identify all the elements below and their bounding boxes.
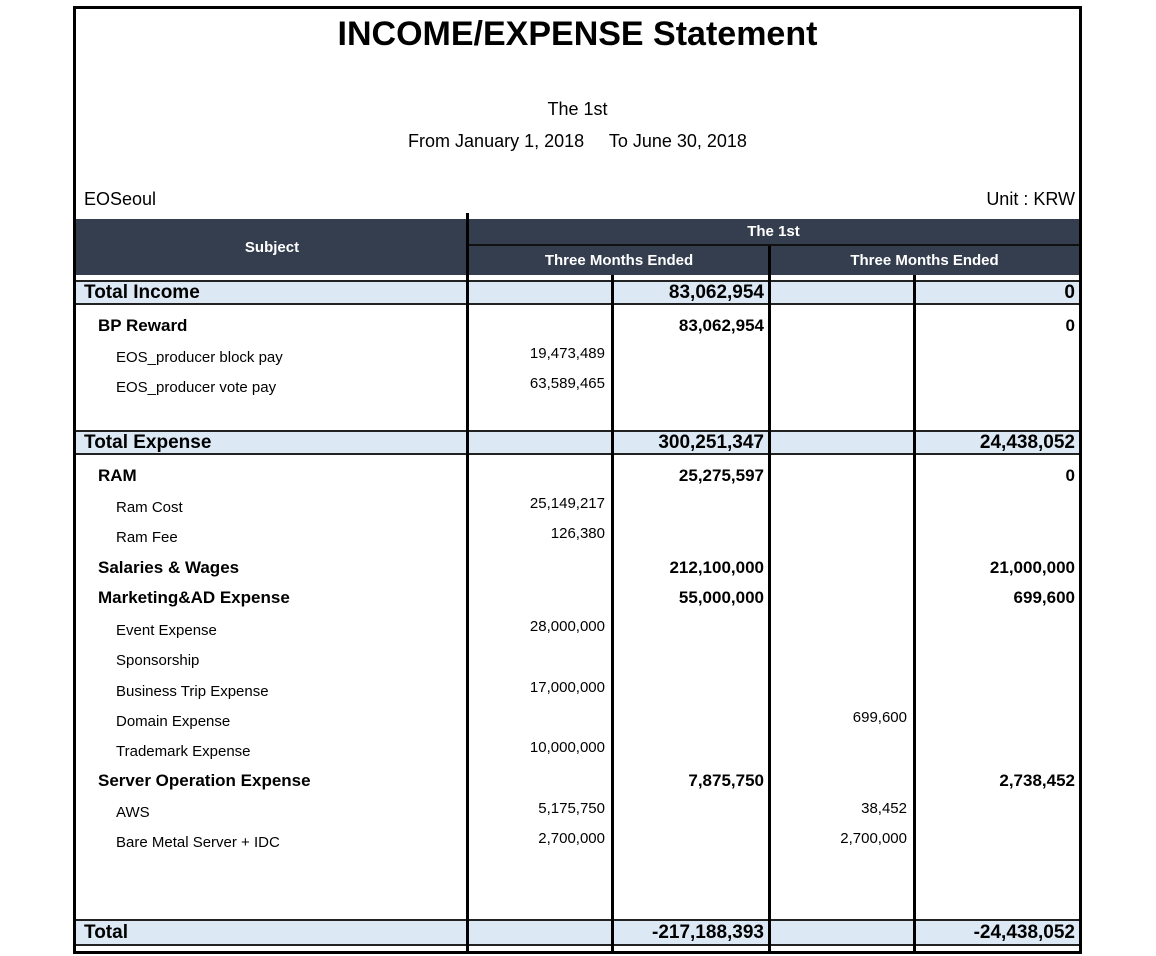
cell-period-a-detail [468, 461, 613, 491]
line-item-row [76, 706, 1079, 736]
row-label: Trademark Expense [116, 743, 251, 760]
cell-period-a-total [613, 522, 770, 552]
cell-period-b-detail [770, 372, 915, 402]
row-label: Server Operation Expense [98, 771, 311, 790]
cell-period-a-total: -217,188,393 [652, 921, 764, 943]
cell-period-b-total [915, 797, 1079, 827]
cell-period-b-detail: 38,452 [861, 800, 907, 817]
row-label: Business Trip Expense [116, 683, 269, 700]
row-label: Total Expense [84, 431, 212, 453]
category-row [76, 553, 1079, 583]
cell-period-a-total [613, 645, 770, 675]
cell-period-a-detail [468, 583, 613, 613]
cell-period-b-total: 699,600 [1013, 588, 1075, 607]
cell-period-b-detail [770, 492, 915, 522]
cell-period-a-total [613, 706, 770, 736]
row-label: Bare Metal Server + IDC [116, 834, 280, 851]
cell-period-a-detail [468, 282, 613, 303]
cell-period-a-total [613, 676, 770, 706]
row-label: Event Expense [116, 622, 217, 639]
document-title: INCOME/EXPENSE Statement [337, 15, 818, 53]
category-row [76, 311, 1079, 341]
cell-period-b-total [915, 615, 1079, 645]
cell-period-b-detail: 2,700,000 [840, 830, 907, 847]
cell-period-a-detail: 25,149,217 [529, 495, 605, 512]
cell-period-a-detail [468, 921, 613, 944]
cell-period-b-detail [770, 583, 915, 613]
cell-period-a-detail: 10,000,000 [529, 739, 605, 756]
cell-period-b-total [915, 827, 1079, 857]
cell-period-a-detail: 2,700,000 [538, 830, 605, 847]
row-label: Salaries & Wages [98, 558, 240, 577]
cell-period-a-total [613, 615, 770, 645]
cell-period-b-total: 2,738,452 [999, 771, 1075, 790]
cell-period-b-detail [770, 461, 915, 491]
cell-period-a-detail [468, 706, 613, 736]
cell-period-a-detail: 63,589,465 [529, 375, 605, 392]
header-period-b [770, 246, 1079, 275]
row-label: Ram Fee [116, 529, 178, 546]
cell-period-a-total: 7,875,750 [688, 771, 764, 790]
header-group-label: The 1st [747, 223, 800, 240]
header-group [468, 219, 1079, 246]
period-label: The 1st [547, 99, 608, 119]
cell-period-b-total [915, 645, 1079, 675]
line-item-row [76, 522, 1079, 552]
cell-period-a-detail [468, 766, 613, 796]
cell-period-b-total: -24,438,052 [973, 921, 1075, 943]
row-label: EOS_producer block pay [116, 349, 283, 366]
cell-period-a-detail [468, 311, 613, 341]
line-item-row [76, 827, 1079, 857]
cell-period-a-detail: 5,175,750 [538, 800, 605, 817]
category-row [76, 583, 1079, 613]
cell-period-a-total [613, 492, 770, 522]
cell-period-a-detail [468, 432, 613, 453]
cell-period-b-total [915, 372, 1079, 402]
cell-period-b-total [915, 492, 1079, 522]
cell-period-b-detail [770, 282, 915, 303]
date-range: From January 1, 2018 To June 30, 2018 [408, 131, 747, 151]
category-row [76, 461, 1079, 491]
cell-period-b-total: 24,438,052 [979, 431, 1075, 453]
cell-period-a-detail [468, 645, 613, 675]
row-label: RAM [98, 466, 137, 485]
row-label: Marketing&AD Expense [98, 588, 290, 607]
cell-period-a-total [613, 797, 770, 827]
cell-period-a-total: 212,100,000 [669, 558, 764, 577]
cell-period-b-total [915, 736, 1079, 766]
header-period-a [468, 246, 770, 275]
cell-period-a-total [613, 372, 770, 402]
column-divider [768, 246, 771, 951]
currency-unit: Unit : KRW [986, 189, 1075, 209]
cell-period-b-total [915, 706, 1079, 736]
line-item-row [76, 372, 1079, 402]
cell-period-a-total [613, 342, 770, 372]
total-row [76, 430, 1079, 455]
cell-period-b-total [915, 522, 1079, 552]
cell-period-b-detail [770, 553, 915, 583]
row-label: Total Income [84, 281, 200, 303]
cell-period-b-detail [770, 522, 915, 552]
row-label: Ram Cost [116, 499, 183, 516]
line-item-row [76, 615, 1079, 645]
header-period-a-label: Three Months Ended [544, 252, 694, 269]
row-label: EOS_producer vote pay [116, 379, 277, 396]
cell-period-a-detail: 17,000,000 [529, 679, 605, 696]
cell-period-b-total: 21,000,000 [989, 558, 1075, 577]
row-label: Sponsorship [116, 652, 200, 669]
row-label: AWS [116, 804, 150, 821]
cell-period-b-detail [770, 736, 915, 766]
cell-period-b-total: 0 [1064, 281, 1075, 303]
cell-period-a-detail: 28,000,000 [529, 618, 605, 635]
cell-period-a-detail: 19,473,489 [529, 345, 605, 362]
row-label: BP Reward [98, 316, 188, 335]
line-item-row [76, 645, 1079, 675]
cell-period-a-total [613, 827, 770, 857]
cell-period-b-detail [770, 645, 915, 675]
cell-period-b-total: 0 [1065, 466, 1075, 485]
line-item-row [76, 736, 1079, 766]
cell-period-a-total: 83,062,954 [668, 281, 764, 303]
cell-period-a-total [613, 736, 770, 766]
cell-period-a-total: 83,062,954 [678, 316, 764, 335]
cell-period-a-total: 25,275,597 [678, 466, 764, 485]
cell-period-b-total [915, 676, 1079, 706]
header-subject-label: Subject [244, 238, 300, 256]
header-subject [76, 219, 468, 275]
category-row [76, 766, 1079, 796]
line-item-row [76, 492, 1079, 522]
column-divider [466, 213, 469, 951]
header-period-b-label: Three Months Ended [850, 252, 999, 269]
column-divider [913, 275, 916, 951]
cell-period-b-detail [770, 921, 915, 944]
cell-period-b-total: 0 [1065, 316, 1075, 335]
cell-period-b-total [915, 342, 1079, 372]
total-row [76, 280, 1079, 305]
cell-period-b-detail [770, 311, 915, 341]
line-item-row [76, 342, 1079, 372]
cell-period-a-total: 55,000,000 [678, 588, 764, 607]
cell-period-a-detail: 126,380 [550, 525, 605, 542]
cell-period-b-detail [770, 766, 915, 796]
row-label: Domain Expense [116, 713, 231, 730]
row-label: Total [84, 921, 128, 943]
cell-period-b-detail [770, 432, 915, 453]
total-row [76, 919, 1079, 946]
line-item-row [76, 797, 1079, 827]
cell-period-a-detail [468, 553, 613, 583]
cell-period-b-detail: 699,600 [852, 709, 907, 726]
cell-period-b-detail [770, 342, 915, 372]
line-item-row [76, 676, 1079, 706]
cell-period-a-total: 300,251,347 [658, 431, 764, 453]
statement-sheet [73, 6, 1082, 954]
cell-period-b-detail [770, 615, 915, 645]
company-name: EOSeoul [84, 189, 157, 209]
column-divider [611, 275, 614, 951]
cell-period-b-detail [770, 676, 915, 706]
